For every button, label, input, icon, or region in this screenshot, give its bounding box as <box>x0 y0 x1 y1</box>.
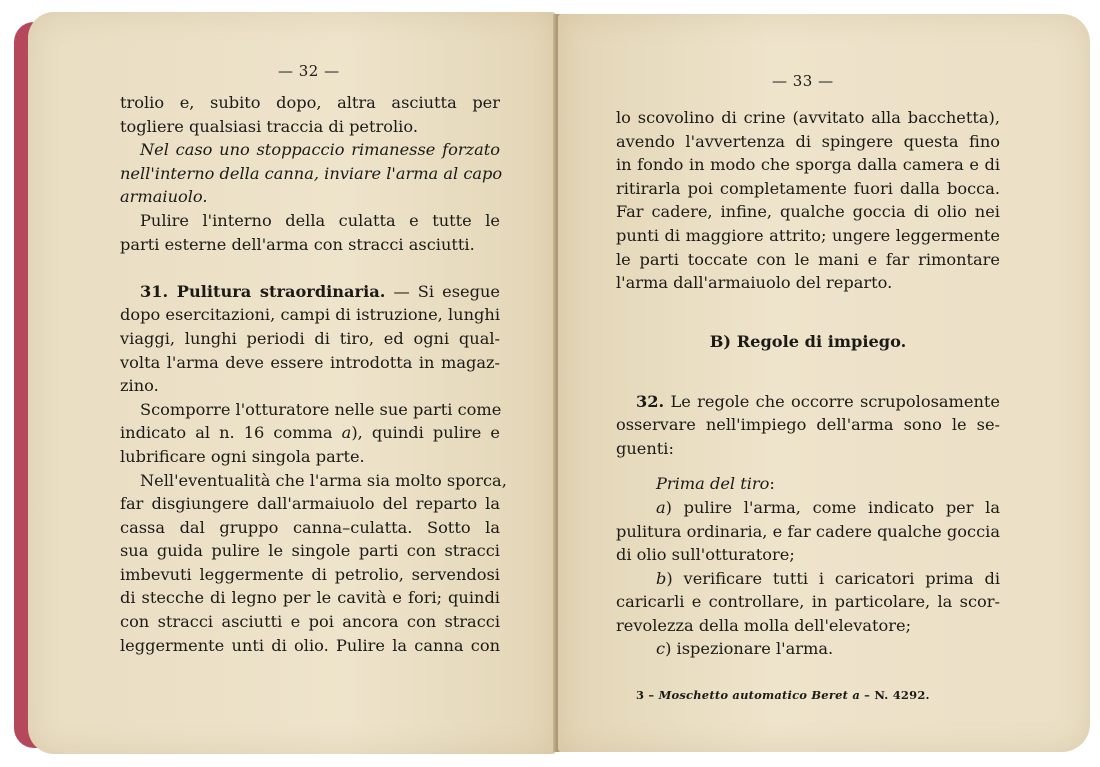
text-line: di olio sull'otturatore; <box>616 545 795 565</box>
text-line: Pulire l'interno della culatta e tutte le <box>140 210 500 230</box>
text-line: caricarli e controllare, in particolare, la scor- <box>616 592 1000 612</box>
text-line: imbevuti leggermente di petrolio, servendosi <box>120 564 500 584</box>
section-number: 32. <box>636 391 665 411</box>
text-line: le parti toccate con le mani e far rimontare <box>616 249 1000 269</box>
text-line: Nell'eventualità che l'arma sia molto sporca, <box>140 470 507 490</box>
text-fragment: ) pulire l'arma, come indicato per la <box>665 497 1000 517</box>
paragraph-gap <box>616 354 1000 378</box>
text-fragment: ) verificare tutti i caricatori prima di <box>666 568 1000 588</box>
text-line: lo scovolino di crine (avvitato alla bacchetta), <box>616 108 1000 127</box>
page-number-left: — 32 — <box>278 62 340 80</box>
text-fragment: : <box>769 474 775 494</box>
footer-title: Moschetto automatico Beret a <box>658 688 860 702</box>
text-line: parti esterne dell'arma con stracci asciutti. <box>120 234 475 254</box>
paragraph-gap <box>616 295 1000 319</box>
footer-suffix: – N. 4292. <box>859 688 930 702</box>
text-line: l'arma dall'armaiuolo del reparto. <box>616 273 893 293</box>
item-letter: a <box>656 497 666 517</box>
text-line: sua guida pulire le singole parti con stracci <box>120 541 500 561</box>
text-line: togliere qualsiasi traccia di petrolio. <box>120 116 418 136</box>
paragraph-gap <box>120 256 500 280</box>
text-line: revolezza della molla dell'elevatore; <box>616 615 912 635</box>
footer-prefix: 3 – <box>636 688 659 702</box>
text-fragment: ) ispezionare l'arma. <box>665 639 834 659</box>
text-line: guenti: <box>616 438 674 458</box>
section-heading-line <box>120 280 500 304</box>
text-line: viaggi, lunghi periodi di tiro, ed ogni qual- <box>120 328 500 348</box>
right-page <box>558 14 1090 752</box>
text-line: volta l'arma deve essere introdotta in magaz- <box>120 352 500 372</box>
text-fragment: Le regole che occorre scrupolosamente <box>664 391 1000 411</box>
page-number-right: — 33 — <box>772 72 834 90</box>
text-line: Nel caso uno stoppaccio rimanesse forzato <box>140 140 500 160</box>
left-page-text <box>120 91 507 657</box>
text-line: lubrificare ogni singola parte. <box>120 446 365 466</box>
text-line: Scomporre l'otturatore nelle sue parti come <box>140 399 502 419</box>
text-line: ritirarla poi completamente fuori dalla bocca. <box>616 178 1000 198</box>
text-line <box>616 472 1000 496</box>
item-letter: c <box>656 639 666 659</box>
text-fragment: — Si esegue <box>385 281 500 301</box>
text-line: avendo l'avvertenza di spingere questa fino <box>616 131 1000 151</box>
item-letter: a <box>341 423 352 443</box>
paragraph-gap <box>616 460 1000 472</box>
text-line: con stracci asciutti e poi ancora con stracci <box>120 612 500 632</box>
paragraph-gap <box>616 318 1000 330</box>
text-line: dopo esercitazioni, campi di istruzione, lunghi <box>120 305 500 325</box>
text-line: far disgiungere dall'armaiuolo del reparto la <box>120 494 500 514</box>
text-line: zino. <box>120 376 159 396</box>
text-line: di stecche di legno per le cavità e fori; quindi <box>120 588 500 608</box>
text-line <box>616 496 1000 520</box>
item-letter: b <box>656 568 667 588</box>
text-line <box>616 390 1000 414</box>
section-heading: 31. Pulitura straordinaria. <box>140 281 386 301</box>
text-line: Far cadere, infine, qualche goccia di olio nei <box>616 202 1000 222</box>
left-page <box>28 12 556 754</box>
text-line: leggermente unti di olio. Pulire la canna con <box>120 635 500 655</box>
text-line <box>616 637 1000 661</box>
text-line: trolio e, subito dopo, altra asciutta per <box>120 93 500 112</box>
right-page-text <box>616 106 1000 661</box>
text-line: punti di maggiore attrito; ungere leggermente <box>616 225 1000 245</box>
text-fragment: ), quindi pulire e <box>351 423 500 443</box>
text-line <box>616 567 1000 591</box>
text-line: in fondo in modo che sporga dalla camera e di <box>616 155 1000 175</box>
text-line: nell'interno della canna, inviare l'arma al capo <box>120 163 503 183</box>
page-footer <box>636 688 930 702</box>
paragraph-gap <box>616 378 1000 390</box>
text-line: osservare nell'impiego dell'arma sono le se- <box>616 415 1000 435</box>
subheading: Prima del tiro <box>656 474 770 494</box>
text-line: armaiuolo. <box>120 187 208 207</box>
text-fragment: indicato al n. 16 comma <box>120 423 342 443</box>
text-line <box>120 421 500 445</box>
section-heading: B) Regole di impiego. <box>709 332 907 352</box>
text-line: pulitura ordinaria, e far cadere qualche goccia <box>616 521 1000 541</box>
text-line: cassa dal gruppo canna–culatta. Sotto la <box>120 517 500 537</box>
